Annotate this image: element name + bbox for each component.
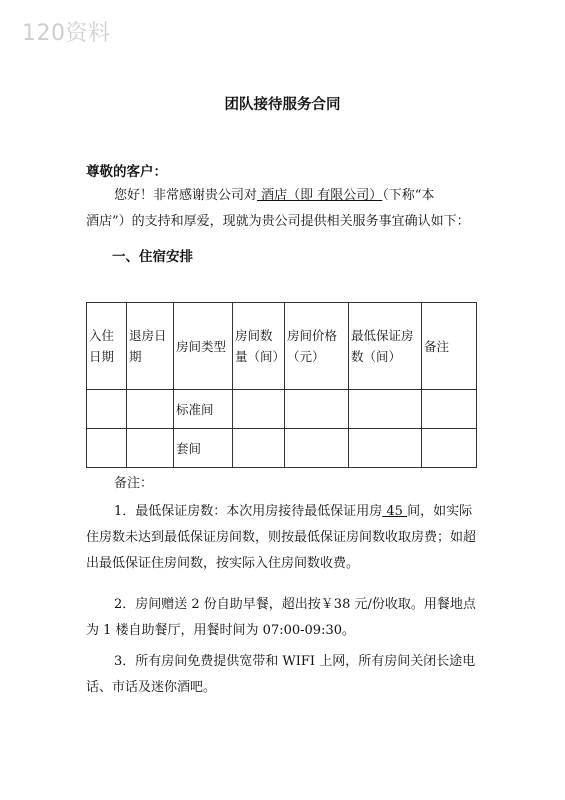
table-cell: 套间: [174, 429, 233, 468]
intro-text-3: 酒店”）的支持和厚爱，现就为贵公司提供相关服务事宜确认如下：: [86, 214, 470, 229]
notes-label: 备注：: [114, 476, 154, 491]
col-header-min-rooms: 最低保证房数（间）: [349, 303, 422, 390]
table-row: [87, 429, 477, 468]
table-cell: [233, 429, 285, 468]
col-header-room-type: 房间类型: [174, 303, 233, 390]
min-rooms-value: 45: [382, 504, 408, 519]
col-header-remarks: 备注: [422, 303, 477, 390]
note-3-text: 3．所有房间免费提供宽带和 WIFI 上网，所有房间关闭长途电话、市话及迷你酒吧。: [86, 654, 476, 695]
intro-text-1: 您好！非常感谢贵公司对: [114, 188, 258, 203]
table-cell: [285, 390, 349, 429]
intro-text-2: （下称“本: [382, 188, 435, 203]
col-header-room-count: 房间数量（间）: [233, 303, 285, 390]
hotel-name-field: 酒店（即 有限公司）: [257, 188, 383, 203]
note-1-text-b: 间，如实际住房数未达到最低保证房间数，则按最低保证房间数收取房费；如超出最低保证住房间数，按实际入住房间数收费。: [86, 504, 477, 571]
table-cell: [127, 429, 174, 468]
col-header-checkin: 入住日期: [87, 303, 127, 390]
table-cell: [285, 429, 349, 468]
table-header-row: [87, 303, 477, 390]
note-3: [86, 649, 484, 701]
table-cell: [127, 390, 174, 429]
col-header-checkout: 退房日期: [127, 303, 174, 390]
note-1-text-a: 1．最低保证房数：本次用房接待最低保证用房: [114, 504, 383, 519]
table-cell: [233, 390, 285, 429]
table-cell: [87, 390, 127, 429]
table-cell: [422, 390, 477, 429]
table-cell: 标准间: [174, 390, 233, 429]
salutation: 尊敬的客户：: [86, 164, 167, 180]
document-title: 团队接待服务合同: [224, 97, 341, 113]
table-cell: [349, 429, 422, 468]
table-cell: [349, 390, 422, 429]
note-2-text: 2．房间赠送 2 份自助早餐，超出按￥38 元/份收取。用餐地点为 1 楼自助餐厅，用餐时间为 07:00-09:30。: [86, 597, 476, 638]
intro-paragraph: [86, 183, 486, 235]
note-1: [86, 499, 484, 577]
watermark: 120资料: [22, 21, 111, 46]
table-cell: [87, 429, 127, 468]
table-cell: [422, 429, 477, 468]
section-heading-accommodation: 一、住宿安排: [112, 249, 193, 265]
room-table: [86, 302, 477, 468]
col-header-room-price: 房间价格（元）: [285, 303, 349, 390]
note-2: [86, 592, 484, 644]
table-row: [87, 390, 477, 429]
